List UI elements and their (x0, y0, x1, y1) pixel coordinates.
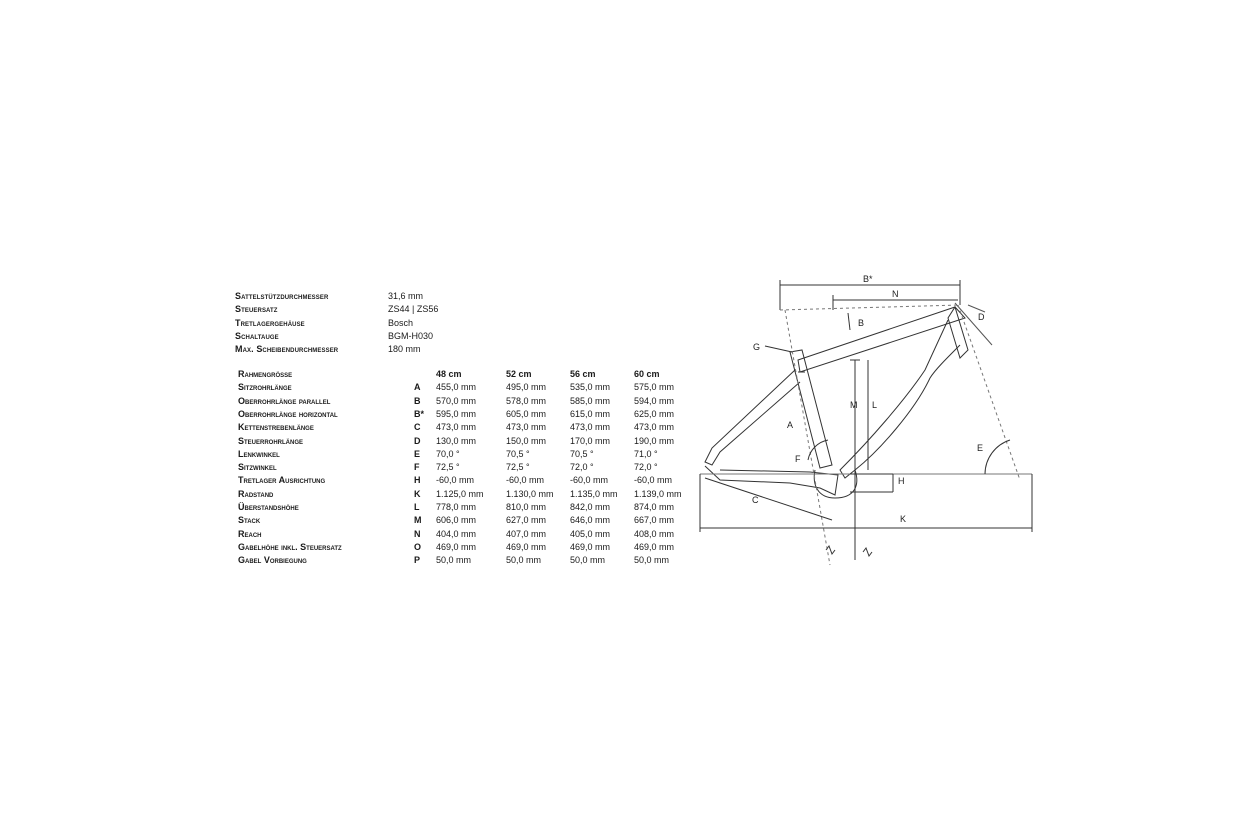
geometry-value: 469,0 mm (634, 541, 675, 552)
geometry-value: 473,0 mm (634, 422, 675, 433)
geometry-value: 404,0 mm (436, 528, 477, 539)
geometry-value: 72,0 ° (634, 462, 658, 473)
geometry-row-code: O (414, 541, 422, 552)
label-g: G (753, 342, 761, 352)
geometry-value: 625,0 mm (634, 408, 675, 419)
spec-value: 180 mm (388, 344, 421, 355)
geometry-row-code: P (414, 555, 421, 566)
geometry-value: 646,0 mm (570, 515, 611, 526)
geometry-value: 473,0 mm (436, 422, 477, 433)
label-h: H (898, 476, 905, 486)
geometry-row-label: Oberrohrlänge horizontal (238, 408, 338, 419)
label-c: C (752, 495, 759, 505)
label-b: B (858, 318, 865, 328)
geometry-value: 585,0 mm (570, 395, 611, 406)
geometry-row-code: L (414, 502, 420, 512)
spec-row (235, 303, 495, 316)
spec-row (235, 343, 495, 356)
geometry-value: 407,0 mm (506, 528, 547, 539)
label-d: D (978, 312, 985, 322)
geometry-row-label: Gabelhöhe inkl. Steuersatz (238, 541, 342, 552)
geometry-value: 575,0 mm (634, 382, 675, 393)
geometry-value: 667,0 mm (634, 515, 675, 526)
geometry-value: 72,0 ° (570, 462, 594, 473)
geometry-row-code: A (414, 382, 421, 393)
geometry-row-label: Tretlager Ausrichtung (238, 475, 326, 486)
spec-label: Tretlagergehäuse (235, 317, 305, 328)
geometry-value: -60,0 mm (570, 475, 609, 486)
geometry-value: 72,5 ° (506, 462, 530, 473)
label-k: K (900, 514, 907, 524)
geometry-value: 130,0 mm (436, 435, 477, 446)
geometry-row-label: Sitzwinkel (238, 462, 277, 473)
geometry-value: 50,0 mm (436, 555, 472, 566)
geometry-value: 150,0 mm (506, 435, 547, 446)
geometry-value: 810,0 mm (506, 502, 547, 512)
spec-label: Steuersatz (235, 304, 278, 315)
geometry-value: 469,0 mm (436, 541, 477, 552)
geometry-value: 170,0 mm (570, 435, 611, 446)
geometry-value: 874,0 mm (634, 502, 675, 512)
geometry-value: 469,0 mm (570, 541, 611, 552)
geometry-row-code: M (414, 515, 422, 526)
geometry-value: 72,5 ° (436, 462, 460, 473)
geometry-value: 455,0 mm (436, 382, 477, 393)
geometry-row-code: E (414, 448, 421, 459)
geometry-value: 70,0 ° (436, 448, 460, 459)
geometry-row-label: Kettenstrebenlänge (238, 422, 314, 433)
geometry-row-label: Lenkwinkel (238, 448, 280, 459)
geometry-value: 408,0 mm (634, 528, 675, 539)
spec-value: BGM-H030 (388, 330, 434, 341)
geometry-value: 535,0 mm (570, 382, 611, 393)
spec-row (235, 330, 495, 343)
geometry-value: 1.135,0 mm (570, 488, 618, 499)
spec-value: ZS44 | ZS56 (388, 304, 439, 315)
geometry-value: 1.139,0 mm (634, 488, 682, 499)
geometry-value: 605,0 mm (506, 408, 547, 419)
geometry-row-code: F (414, 462, 420, 473)
geometry-row-label: Radstand (238, 488, 274, 499)
geometry-value: 595,0 mm (436, 408, 477, 419)
geometry-value: 50,0 mm (634, 555, 670, 566)
size-column-header: 48 cm (436, 369, 462, 379)
geometry-row-label: Gabel Vorbiegung (238, 555, 307, 566)
spec-value: 31,6 mm (388, 291, 424, 301)
label-f: F (795, 454, 801, 464)
label-m: M (850, 400, 858, 410)
size-column-header: 60 cm (634, 369, 660, 379)
geometry-value: 50,0 mm (506, 555, 542, 566)
geometry-value: 594,0 mm (634, 395, 675, 406)
geometry-row-label: Reach (238, 528, 262, 539)
geometry-row-label: Sitzrohrlänge (238, 382, 292, 393)
geometry-value: 842,0 mm (570, 502, 611, 512)
geometry-value: 190,0 mm (634, 435, 675, 446)
geometry-value: 778,0 mm (436, 502, 477, 512)
size-column-header: 52 cm (506, 369, 532, 379)
geometry-value: 578,0 mm (506, 395, 547, 406)
geometry-value: 606,0 mm (436, 515, 477, 526)
geometry-value: 71,0 ° (634, 448, 658, 459)
geometry-value: 570,0 mm (436, 395, 477, 406)
geometry-value: 615,0 mm (570, 408, 611, 419)
size-column-header: 56 cm (570, 369, 596, 379)
label-b-star: B* (863, 274, 873, 284)
spec-row (235, 317, 495, 330)
geometry-row-label: Stack (238, 515, 261, 526)
geometry-value: 1.125,0 mm (436, 488, 484, 499)
label-n: N (892, 289, 899, 299)
spec-label: Schaltauge (235, 330, 279, 341)
geometry-value: -60,0 mm (436, 475, 475, 486)
geometry-row-code: D (414, 435, 421, 446)
geometry-value: 495,0 mm (506, 382, 547, 393)
spec-row (235, 290, 495, 303)
geometry-row-code: C (414, 422, 421, 433)
geometry-value: -60,0 mm (506, 475, 545, 486)
geometry-value: 627,0 mm (506, 515, 547, 526)
geometry-row-code: B* (414, 408, 425, 419)
geometry-value: 70,5 ° (570, 448, 594, 459)
bike-frame-geometry-diagram (690, 265, 1050, 575)
label-a: A (787, 420, 794, 430)
geometry-row-code: K (414, 488, 421, 499)
geometry-value: 70,5 ° (506, 448, 530, 459)
spec-value: Bosch (388, 317, 414, 328)
geometry-value: 1.130,0 mm (506, 488, 554, 499)
geometry-header-label: Rahmengrösse (238, 369, 293, 379)
geometry-row-label: Steuerrohrlänge (238, 435, 304, 446)
geometry-row-code: B (414, 395, 421, 406)
geometry-value: 405,0 mm (570, 528, 611, 539)
spec-label: Sattelstützdurchmesser (235, 291, 329, 301)
geometry-row-label: Überstandshöhe (238, 502, 299, 512)
geometry-row-label: Oberrohrlänge parallel (238, 395, 331, 406)
geometry-value: 473,0 mm (506, 422, 547, 433)
geometry-value: 50,0 mm (570, 555, 606, 566)
geometry-row-code: N (414, 528, 421, 539)
label-e: E (977, 443, 984, 453)
label-l: L (872, 400, 878, 410)
spec-label: Max. Scheibendurchmesser (235, 344, 339, 355)
geometry-value: -60,0 mm (634, 475, 673, 486)
geometry-value: 469,0 mm (506, 541, 547, 552)
geometry-row-code: H (414, 475, 421, 486)
geometry-value: 473,0 mm (570, 422, 611, 433)
